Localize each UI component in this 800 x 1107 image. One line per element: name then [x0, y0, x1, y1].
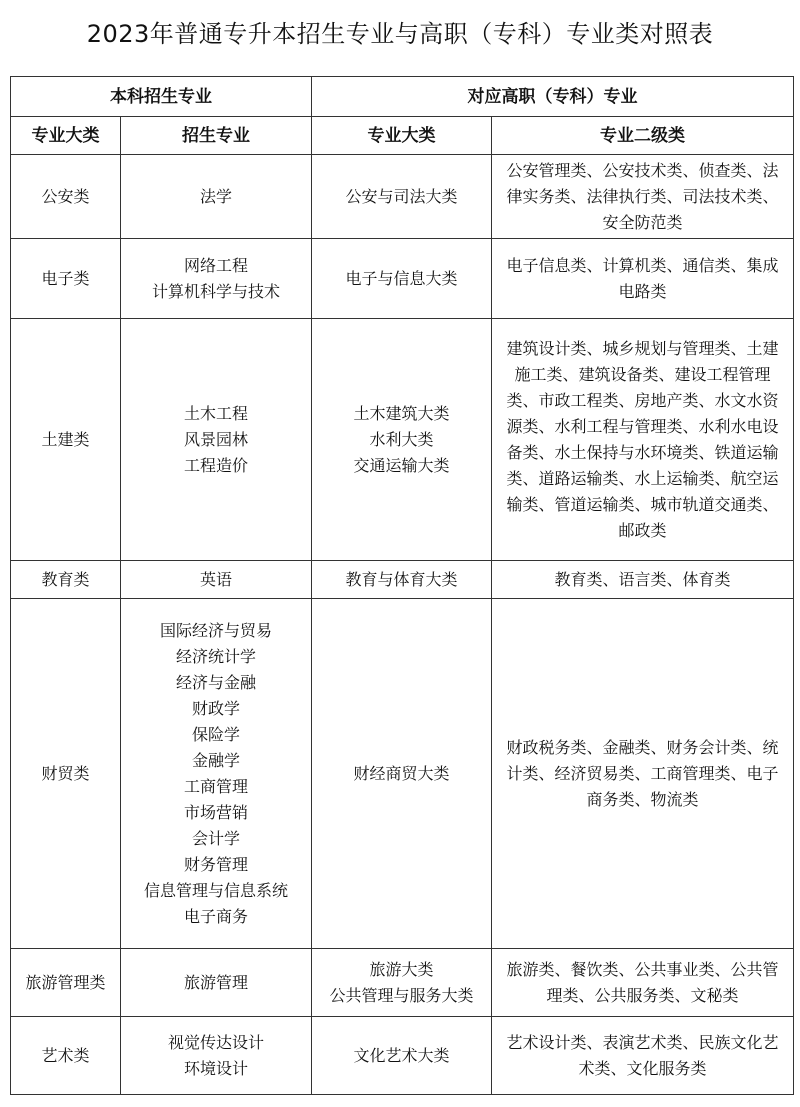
major-item: 电子商务 [183, 906, 248, 926]
cell-secondary: 公安管理类、公安技术类、侦查类、法律实务类、法律执行类、司法技术类、安全防范类 [492, 155, 794, 239]
major-item: 视觉传达设计 [167, 1032, 264, 1052]
cell-majors [121, 1017, 312, 1095]
cell-secondary: 旅游类、餐饮类、公共事业类、公共管理类、公共服务类、文秘类 [492, 949, 794, 1017]
col-header-vocational-category: 专业大类 [312, 117, 492, 155]
group-header-vocational: 对应高职（专科）专业 [312, 77, 794, 117]
major-item: 土木工程 [183, 403, 248, 423]
cell-category: 电子类 [11, 239, 121, 319]
major-item: 信息管理与信息系统 [143, 880, 288, 900]
vocational-category-item: 文化艺术大类 [353, 1045, 450, 1065]
major-item: 保险学 [191, 724, 240, 744]
comparison-table [10, 76, 794, 1095]
table-row [11, 155, 794, 239]
major-item: 经济统计学 [175, 646, 256, 666]
cell-category: 财贸类 [11, 599, 121, 949]
vocational-category-item: 电子与信息大类 [345, 268, 458, 288]
major-item: 旅游管理 [183, 972, 248, 992]
cell-secondary: 电子信息类、计算机类、通信类、集成电路类 [492, 239, 794, 319]
vocational-category-item: 公安与司法大类 [345, 186, 458, 206]
cell-secondary: 财政税务类、金融类、财务会计类、统计类、经济贸易类、工商管理类、电子商务类、物流类 [492, 599, 794, 949]
cell-category: 公安类 [11, 155, 121, 239]
major-item: 财政学 [191, 698, 240, 718]
vocational-category-item: 教育与体育大类 [345, 569, 458, 589]
major-item: 工商管理 [183, 776, 248, 796]
cell-vocational-category [312, 561, 492, 599]
major-item: 财务管理 [183, 854, 248, 874]
column-header-row [11, 117, 794, 155]
major-item: 网络工程 [183, 255, 248, 275]
cell-vocational-category [312, 599, 492, 949]
cell-majors [121, 239, 312, 319]
table-row [11, 599, 794, 949]
major-item: 国际经济与贸易 [159, 620, 272, 640]
col-header-category: 专业大类 [11, 117, 121, 155]
cell-majors [121, 319, 312, 561]
table-row [11, 319, 794, 561]
vocational-category-item: 财经商贸大类 [353, 763, 450, 783]
vocational-category-item: 土木建筑大类 [353, 403, 450, 423]
major-item: 计算机科学与技术 [151, 281, 280, 301]
cell-vocational-category [312, 1017, 492, 1095]
cell-category: 土建类 [11, 319, 121, 561]
group-header-undergraduate: 本科招生专业 [11, 77, 312, 117]
cell-vocational-category [312, 155, 492, 239]
cell-vocational-category [312, 949, 492, 1017]
col-header-secondary: 专业二级类 [492, 117, 794, 155]
cell-vocational-category [312, 319, 492, 561]
cell-category: 旅游管理类 [11, 949, 121, 1017]
table-row [11, 239, 794, 319]
cell-secondary: 艺术设计类、表演艺术类、民族文化艺术类、文化服务类 [492, 1017, 794, 1095]
cell-majors [121, 155, 312, 239]
major-item: 英语 [199, 569, 232, 589]
cell-majors [121, 561, 312, 599]
table-row [11, 1017, 794, 1095]
vocational-category-item: 公共管理与服务大类 [329, 985, 474, 1005]
group-header-row [11, 77, 794, 117]
cell-category: 教育类 [11, 561, 121, 599]
cell-majors [121, 949, 312, 1017]
major-item: 经济与金融 [175, 672, 256, 692]
vocational-category-item: 旅游大类 [369, 959, 434, 979]
cell-vocational-category [312, 239, 492, 319]
cell-category: 艺术类 [11, 1017, 121, 1095]
cell-secondary: 教育类、语言类、体育类 [492, 561, 794, 599]
major-item: 金融学 [191, 750, 240, 770]
major-item: 市场营销 [183, 802, 248, 822]
page-title: 2023年普通专升本招生专业与高职（专科）专业类对照表 [86, 20, 714, 48]
cell-secondary: 建筑设计类、城乡规划与管理类、土建施工类、建筑设备类、建设工程管理类、市政工程类、房地产类、水文水资源类、水利工程与管理类、水利水电设备类、水土保持与水环境类、铁道运输类、道路运输类、水上运输类、航空运输类、管道运输类、城市轨道交通类、邮政类 [492, 319, 794, 561]
table-row [11, 561, 794, 599]
vocational-category-item: 水利大类 [369, 429, 434, 449]
cell-majors [121, 599, 312, 949]
table-row [11, 949, 794, 1017]
vocational-category-item: 交通运输大类 [353, 455, 450, 475]
major-item: 工程造价 [183, 455, 248, 475]
major-item: 环境设计 [183, 1058, 248, 1078]
col-header-majors: 招生专业 [121, 117, 312, 155]
major-item: 法学 [199, 186, 232, 206]
major-item: 会计学 [191, 828, 240, 848]
major-item: 风景园林 [183, 429, 248, 449]
